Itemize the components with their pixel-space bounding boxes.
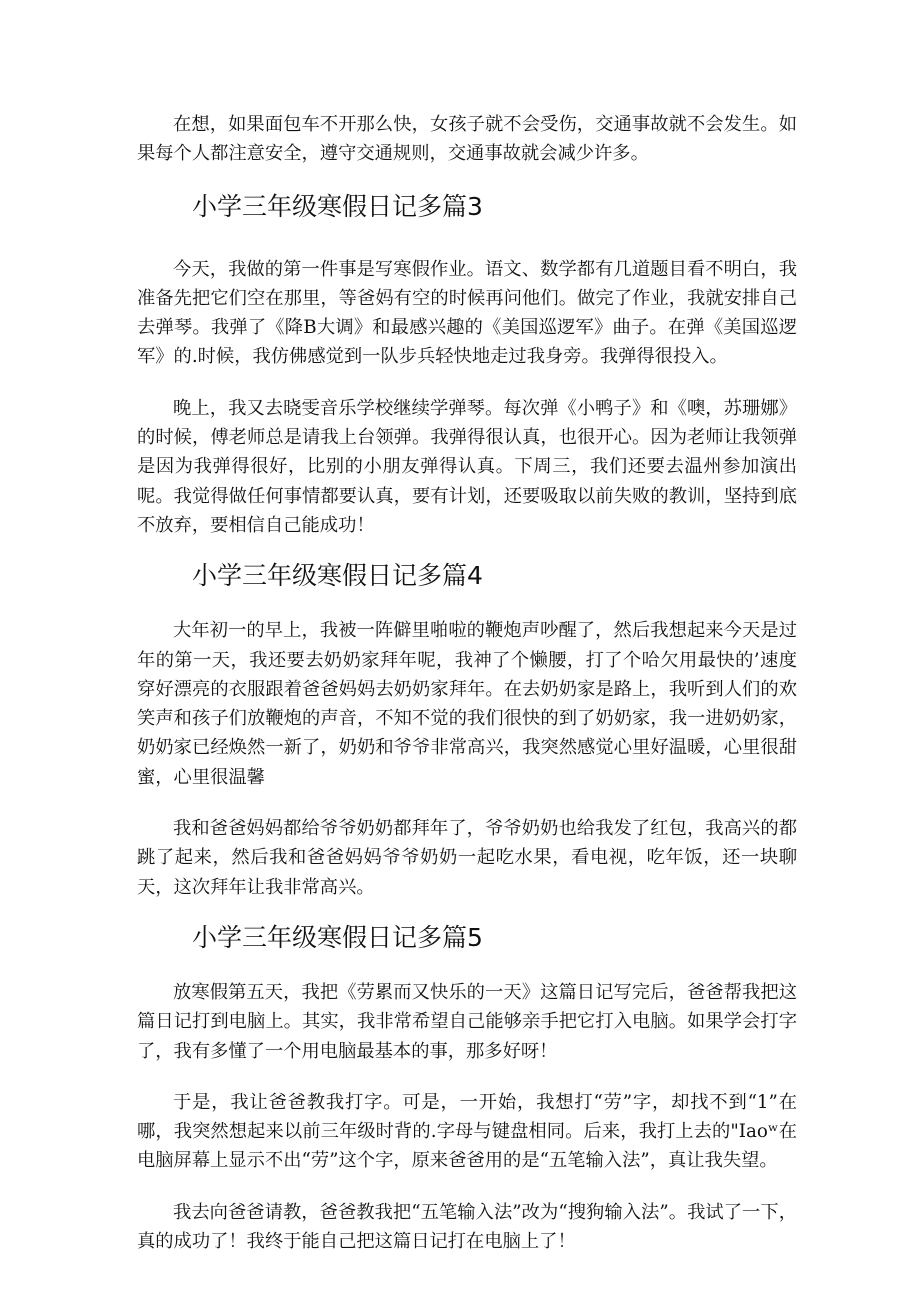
section-heading-5: 小学三年级寒假日记多篇5 bbox=[192, 922, 483, 952]
section-4-paragraph-2: 我和爸爸妈妈都给爷爷奶奶都拜年了，爷爷奶奶也给我发了红包，我高兴的都跳了起来，然后我和爸爸妈妈爷爷奶奶一起吃水果，看电视，吃年饭，还一块聊天，这次拜年让我非常高兴。 bbox=[137, 818, 797, 898]
section-4-paragraph-1: 大年初一的早上，我被一阵僻里啪啦的鞭炮声吵醒了，然后我想起来今天是过年的第一天，我还要去奶奶家拜年呢，我神了个懒腰，打了个哈欠用最快的’速度穿好漂亮的衣服跟着爸爸妈妈去奶奶家拜年。在去奶奶家是路上，我听到人们的欢笑声和孩子们放鞭炮的声音，不知不觉的我们很快的到了奶奶家，我一进奶奶家，奶奶家已经焕然一新了，奶奶和爷爷非常高兴，我突然感觉心里好温暖，心里很甜蜜，心里很温馨 bbox=[137, 620, 797, 788]
section-3-paragraph-1: 今天，我做的第一件事是写寒假作业。语文、数学都有几道题目看不明白，我准备先把它们空在那里，等爸妈有空的时候再问他们。做完了作业，我就安排自己去弹琴。我弹了《降B大调》和最感兴趣的《美国巡逻军》曲子。在弹《美国巡逻军》的.时候，我仿佛感觉到一队步兵轻快地走过我身旁。我弹得很投入。 bbox=[137, 258, 797, 368]
section-5-paragraph-3: 我去向爸爸请教，爸爸教我把“五笔输入法”改为“搜狗输入法”。我试了一下，真的成功了！我终于能自己把这篇日记打在电脑上了！ bbox=[137, 1201, 797, 1253]
section-3-paragraph-2: 晚上，我又去晓雯音乐学校继续学弹琴。每次弹《小鸭子》和《噢，苏珊娜》的时候，傅老师总是请我上台领弹。我弹得很认真，也很开心。因为老师让我领弹是因为我弹得很好，比别的小朋友弹得认真。下周三，我们还要去温州参加演出呢。我觉得做任何事情都要认真，要有计划，还要吸取以前失败的教训，坚持到底不放弃，要相信自己能成功！ bbox=[137, 397, 797, 536]
paragraph-intro: 在想，如果面包车不开那么快，女孩子就不会受伤，交通事故就不会发生。如果每个人都注意安全，遵守交通规则，交通事故就会减少许多。 bbox=[137, 114, 797, 165]
section-heading-3: 小学三年级寒假日记多篇3 bbox=[192, 191, 483, 221]
document-body bbox=[137, 110, 797, 1256]
section-5-paragraph-2: 于是，我让爸爸教我打字。可是，一开始，我想打“劳”字，却找不到“1”在哪，我突然想起来以前三年级时背的.字母与键盘相同。后来，我打上去的"Iaoʷ在电脑屏幕上显示不出“劳”这个字，原来爸爸用的是“五笔输入法”，真让我失望。 bbox=[137, 1091, 797, 1172]
section-5-paragraph-1: 放寒假第五天，我把《劳累而又快乐的一天》这篇日记写完后，爸爸帮我把这篇日记打到电脑上。其实，我非常希望自己能够亲手把它打入电脑。如果学会打字了，我有多懂了一个用电脑最基本的事，那多好呀！ bbox=[137, 981, 797, 1062]
section-heading-4: 小学三年级寒假日记多篇4 bbox=[192, 561, 483, 591]
